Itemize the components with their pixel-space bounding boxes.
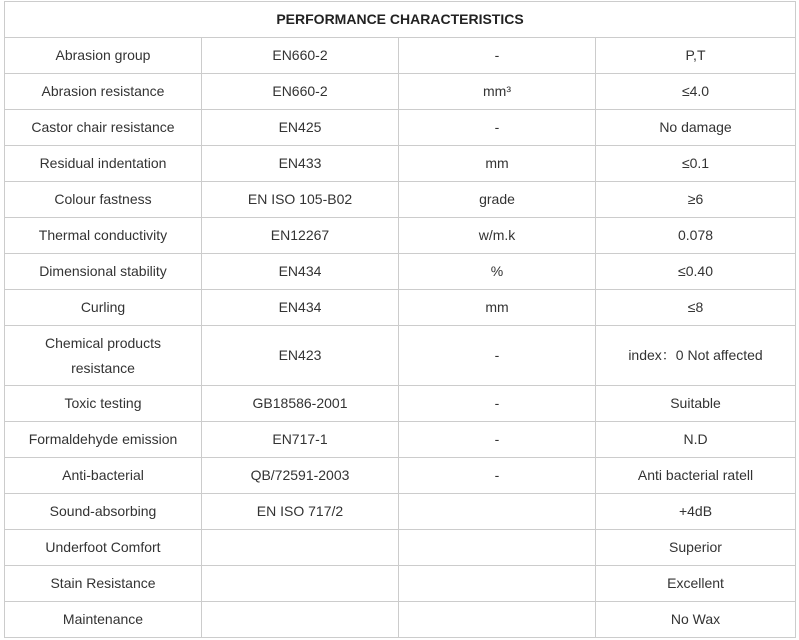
value-cell: ≤0.40 xyxy=(596,254,796,290)
standard-cell: EN660-2 xyxy=(202,74,399,110)
value-cell: No Wax xyxy=(596,602,796,638)
property-cell: Sound-absorbing xyxy=(5,494,202,530)
property-cell: Anti-bacterial xyxy=(5,458,202,494)
property-cell: Colour fastness xyxy=(5,182,202,218)
property-cell: Underfoot Comfort xyxy=(5,530,202,566)
table-row xyxy=(5,290,796,326)
value-cell: No damage xyxy=(596,110,796,146)
standard-cell xyxy=(202,566,399,602)
table-row xyxy=(5,530,796,566)
property-cell: Residual indentation xyxy=(5,146,202,182)
performance-table xyxy=(4,1,796,638)
value-cell: Excellent xyxy=(596,566,796,602)
table-row xyxy=(5,422,796,458)
table-row xyxy=(5,326,796,386)
standard-cell xyxy=(202,602,399,638)
table-title: PERFORMANCE CHARACTERISTICS xyxy=(5,2,796,38)
value-cell: ≤4.0 xyxy=(596,74,796,110)
value-cell: Suitable xyxy=(596,386,796,422)
table-row xyxy=(5,146,796,182)
table-row xyxy=(5,38,796,74)
value-cell: +4dB xyxy=(596,494,796,530)
value-cell: index：0 Not affected xyxy=(596,326,796,386)
standard-cell: EN425 xyxy=(202,110,399,146)
table-row xyxy=(5,218,796,254)
table-row xyxy=(5,74,796,110)
table-row xyxy=(5,386,796,422)
standard-cell xyxy=(202,530,399,566)
property-cell: Toxic testing xyxy=(5,386,202,422)
value-cell: P,T xyxy=(596,38,796,74)
unit-cell: - xyxy=(399,458,596,494)
standard-cell: EN433 xyxy=(202,146,399,182)
unit-cell: grade xyxy=(399,182,596,218)
unit-cell xyxy=(399,602,596,638)
property-cell: Abrasion resistance xyxy=(5,74,202,110)
unit-cell xyxy=(399,494,596,530)
table-row xyxy=(5,182,796,218)
standard-cell: EN423 xyxy=(202,326,399,386)
standard-cell: EN434 xyxy=(202,254,399,290)
standard-cell: EN660-2 xyxy=(202,38,399,74)
unit-cell: - xyxy=(399,38,596,74)
property-cell: Curling xyxy=(5,290,202,326)
unit-cell: - xyxy=(399,386,596,422)
table-header-row xyxy=(5,2,796,38)
property-cell: Abrasion group xyxy=(5,38,202,74)
unit-cell: mm xyxy=(399,146,596,182)
property-cell: Castor chair resistance xyxy=(5,110,202,146)
standard-cell: QB/72591-2003 xyxy=(202,458,399,494)
property-cell: Stain Resistance xyxy=(5,566,202,602)
unit-cell: mm³ xyxy=(399,74,596,110)
unit-cell: w/m.k xyxy=(399,218,596,254)
unit-cell xyxy=(399,566,596,602)
standard-cell: EN12267 xyxy=(202,218,399,254)
standard-cell: EN717-1 xyxy=(202,422,399,458)
standard-cell: EN ISO 717/2 xyxy=(202,494,399,530)
unit-cell: - xyxy=(399,326,596,386)
property-cell: Formaldehyde emission xyxy=(5,422,202,458)
table-row xyxy=(5,254,796,290)
unit-cell: % xyxy=(399,254,596,290)
table-row xyxy=(5,458,796,494)
unit-cell xyxy=(399,530,596,566)
value-cell: 0.078 xyxy=(596,218,796,254)
table-row xyxy=(5,602,796,638)
standard-cell: EN434 xyxy=(202,290,399,326)
value-cell: ≥6 xyxy=(596,182,796,218)
property-cell: Thermal conductivity xyxy=(5,218,202,254)
standard-cell: GB18586-2001 xyxy=(202,386,399,422)
table-row xyxy=(5,110,796,146)
unit-cell: mm xyxy=(399,290,596,326)
value-cell: Superior xyxy=(596,530,796,566)
property-cell: Chemical products resistance xyxy=(5,326,202,386)
value-cell: ≤0.1 xyxy=(596,146,796,182)
property-cell: Maintenance xyxy=(5,602,202,638)
table-row xyxy=(5,566,796,602)
unit-cell: - xyxy=(399,110,596,146)
value-cell: N.D xyxy=(596,422,796,458)
unit-cell: - xyxy=(399,422,596,458)
value-cell: Anti bacterial ratell xyxy=(596,458,796,494)
table-row xyxy=(5,494,796,530)
value-cell: ≤8 xyxy=(596,290,796,326)
standard-cell: EN ISO 105-B02 xyxy=(202,182,399,218)
property-cell: Dimensional stability xyxy=(5,254,202,290)
